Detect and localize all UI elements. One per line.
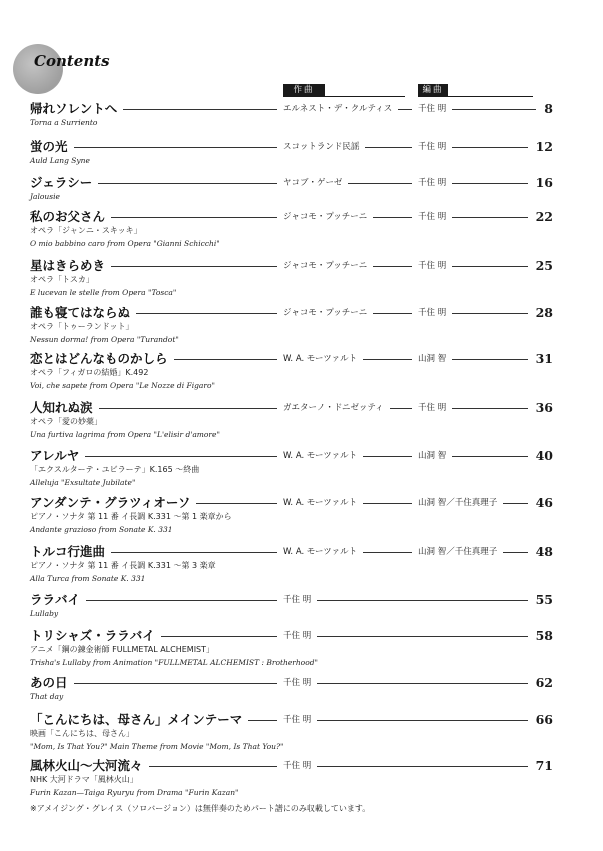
entry-subtitle-en: That day [30, 692, 64, 701]
entry-page-number: 46 [535, 495, 553, 510]
entry-subtitle-en: Trisha's Lullaby from Animation "FULLMETAL ALCHEMIST : Brotherhood" [30, 658, 318, 667]
entry-subtitle-en: Alla Turca from Sonate K. 331 [30, 574, 146, 583]
entry-arranger: 山洞 智／千住真理子 [418, 498, 498, 508]
entry-subtitle-en: Lullaby [30, 609, 59, 618]
entry-title: トリシャズ・ララバイ [30, 628, 155, 643]
leader-line [248, 720, 277, 721]
leader-line [390, 408, 412, 409]
entry-subtitle-ja: 「エクスルターテ・ユビラーテ」K.165 〜終曲 [30, 465, 200, 474]
entry-page-number: 58 [535, 628, 553, 643]
leader-line [99, 408, 277, 409]
leader-line [111, 266, 277, 267]
leader-line [363, 456, 412, 457]
entry-subtitle-ja: ピアノ・ソナタ 第 11 番 イ長調 K.331 〜第 1 楽章から [30, 512, 232, 521]
entry-title: 風林火山〜大河流々 [30, 758, 143, 773]
leader-line [452, 183, 527, 184]
entry-subtitle-en: O mio babbino caro from Opera "Gianni Schicchi" [30, 239, 220, 248]
leader-line [98, 183, 277, 184]
leader-line [111, 217, 277, 218]
entry-subtitle-ja: アニメ「鋼の錬金術師 FULLMETAL ALCHEMIST」 [30, 645, 215, 654]
entry-title: 恋とはどんなものかしら [30, 351, 168, 366]
entry-title: アンダンテ・グラツィオーソ [30, 495, 191, 510]
entry-title: 星はきらめき [30, 258, 106, 273]
entry-composer: ジャコモ・プッチーニ [283, 308, 368, 318]
entry-arranger: 山洞 智／千住真理子 [418, 547, 498, 557]
leader-line [348, 183, 412, 184]
entry-title: あの日 [30, 675, 68, 690]
leader-line [452, 266, 527, 267]
entry-composer: ガエターノ・ドニゼッティ [283, 403, 384, 413]
entry-page-number: 8 [544, 101, 553, 116]
footnote: ※アメイジング・グレイス（ソロバージョン）は無伴奏のためパート譜にのみ収載しています。 [30, 804, 371, 813]
entry-subtitle-en: E lucevan le stelle from Opera "Tosca" [30, 288, 177, 297]
leader-line [452, 109, 536, 110]
entry-composer: W. A. モーツァルト [283, 547, 358, 557]
entry-title: 帰れソレントへ [30, 101, 118, 116]
leader-line [452, 408, 527, 409]
entry-arranger: 千住 明 [418, 308, 447, 318]
entry-page-number: 12 [535, 139, 553, 154]
entry-composer: スコットランド民謡 [283, 142, 360, 152]
entry-subtitle-en: Voi, che sapete from Opera "Le Nozze di Figaro" [30, 381, 215, 390]
entry-title: ジェラシー [30, 175, 93, 190]
leader-line [317, 600, 527, 601]
leader-line [363, 552, 412, 553]
entry-page-number: 25 [535, 258, 553, 273]
entry-subtitle-en: Alleluja "Exsultate Jubilate" [30, 478, 136, 487]
entry-subtitle-ja: ピアノ・ソナタ 第 11 番 イ長調 K.331 〜第 3 楽章 [30, 561, 216, 570]
entry-title: アレルヤ [30, 448, 80, 463]
entry-composer: ジャコモ・プッチーニ [283, 261, 368, 271]
leader-line [74, 147, 277, 148]
leader-line [149, 766, 277, 767]
entry-arranger: 千住 明 [418, 212, 447, 222]
entry-composer: 千住 明 [283, 678, 312, 688]
entry-composer: W. A. モーツァルト [283, 498, 358, 508]
entry-arranger: 千住 明 [418, 178, 447, 188]
entry-composer: W. A. モーツァルト [283, 451, 358, 461]
entry-subtitle-ja: オペラ「トスカ」 [30, 275, 94, 284]
entry-composer: 千住 明 [283, 761, 312, 771]
entry-title: 「こんにちは、母さん」メインテーマ [30, 712, 243, 727]
composer-column-header: 作曲 [283, 84, 325, 96]
leader-line [452, 359, 527, 360]
entry-arranger: 山洞 智 [418, 451, 447, 461]
entry-title: ララバイ [30, 592, 81, 607]
entry-composer: 千住 明 [283, 595, 312, 605]
entry-page-number: 62 [535, 675, 553, 690]
entry-page-number: 48 [535, 544, 553, 559]
entry-subtitle-ja: NHK 大河ドラマ「風林火山」 [30, 775, 138, 784]
entry-subtitle-en: "Mom, Is That You?" Main Theme from Movie "Mom, Is That You?" [30, 742, 284, 751]
leader-line [363, 503, 412, 504]
entry-title: 私のお父さん [30, 209, 106, 224]
entry-arranger: 千住 明 [418, 261, 447, 271]
composer-header-rule [283, 96, 405, 97]
leader-line [85, 456, 277, 457]
leader-line [317, 636, 527, 637]
entry-subtitle-en: Torna a Surriento [30, 118, 98, 127]
entry-title: 人知れぬ涙 [30, 400, 93, 415]
leader-line [123, 109, 277, 110]
leader-line [373, 266, 412, 267]
entry-subtitle-ja: オペラ「愛の妙薬」 [30, 417, 102, 426]
entry-composer: W. A. モーツァルト [283, 354, 358, 364]
leader-line [111, 552, 277, 553]
entry-arranger: 千住 明 [418, 142, 447, 152]
leader-line [317, 720, 527, 721]
entry-subtitle-en: Nessun dorma! from Opera "Turandot" [30, 335, 179, 344]
entry-page-number: 71 [535, 758, 553, 773]
leader-line [365, 147, 412, 148]
leader-line [74, 683, 277, 684]
entry-subtitle-ja: 映画「こんにちは、母さん」 [30, 729, 134, 738]
entry-composer: ジャコモ・プッチーニ [283, 212, 368, 222]
entry-title: 誰も寝てはならぬ [30, 305, 131, 320]
entry-page-number: 28 [535, 305, 553, 320]
leader-line [503, 552, 527, 553]
entry-title: 蛍の光 [30, 139, 68, 154]
leader-line [196, 503, 277, 504]
entry-page-number: 22 [535, 209, 553, 224]
entry-subtitle-ja: オペラ「フィガロの結婚」K.492 [30, 368, 149, 377]
entry-arranger: 千住 明 [418, 104, 447, 114]
leader-line [503, 503, 527, 504]
arranger-column-header: 編曲 [418, 84, 448, 96]
entry-composer: 千住 明 [283, 631, 312, 641]
entry-subtitle-en: Auld Lang Syne [30, 156, 90, 165]
leader-line [452, 147, 527, 148]
entry-subtitle-ja: オペラ「トゥーランドット」 [30, 322, 134, 331]
entry-arranger: 山洞 智 [418, 354, 447, 364]
entry-page-number: 16 [535, 175, 553, 190]
arranger-header-rule [418, 96, 533, 97]
leader-line [452, 313, 527, 314]
leader-line [452, 456, 527, 457]
entry-subtitle-en: Jalousie [30, 192, 60, 201]
entry-subtitle-en: Una furtiva lagrima from Opera "L'elisir d'amore" [30, 430, 220, 439]
leader-line [398, 109, 412, 110]
entry-page-number: 66 [535, 712, 553, 727]
leader-line [86, 600, 277, 601]
leader-line [161, 636, 277, 637]
page-title: Contents [34, 52, 110, 70]
entry-subtitle-en: Furin Kazan—Taiga Ryuryu from Drama "Furin Kazan" [30, 788, 239, 797]
leader-line [452, 217, 527, 218]
entry-title: トルコ行進曲 [30, 544, 106, 559]
entry-page-number: 36 [535, 400, 553, 415]
entry-composer: エルネスト・デ・クルティス [283, 104, 393, 114]
entry-page-number: 55 [535, 592, 553, 607]
leader-line [136, 313, 277, 314]
leader-line [373, 313, 412, 314]
leader-line [373, 217, 412, 218]
entry-composer: 千住 明 [283, 715, 312, 725]
entry-page-number: 31 [535, 351, 553, 366]
entry-subtitle-en: Andante grazioso from Sonate K. 331 [30, 525, 173, 534]
entry-subtitle-ja: オペラ「ジャンニ・スキッキ」 [30, 226, 142, 235]
leader-line [317, 766, 527, 767]
entry-page-number: 40 [535, 448, 553, 463]
entry-composer: ヤコブ・ゲーゼ [283, 178, 343, 188]
leader-line [317, 683, 527, 684]
leader-line [363, 359, 412, 360]
entry-arranger: 千住 明 [418, 403, 447, 413]
leader-line [174, 359, 277, 360]
